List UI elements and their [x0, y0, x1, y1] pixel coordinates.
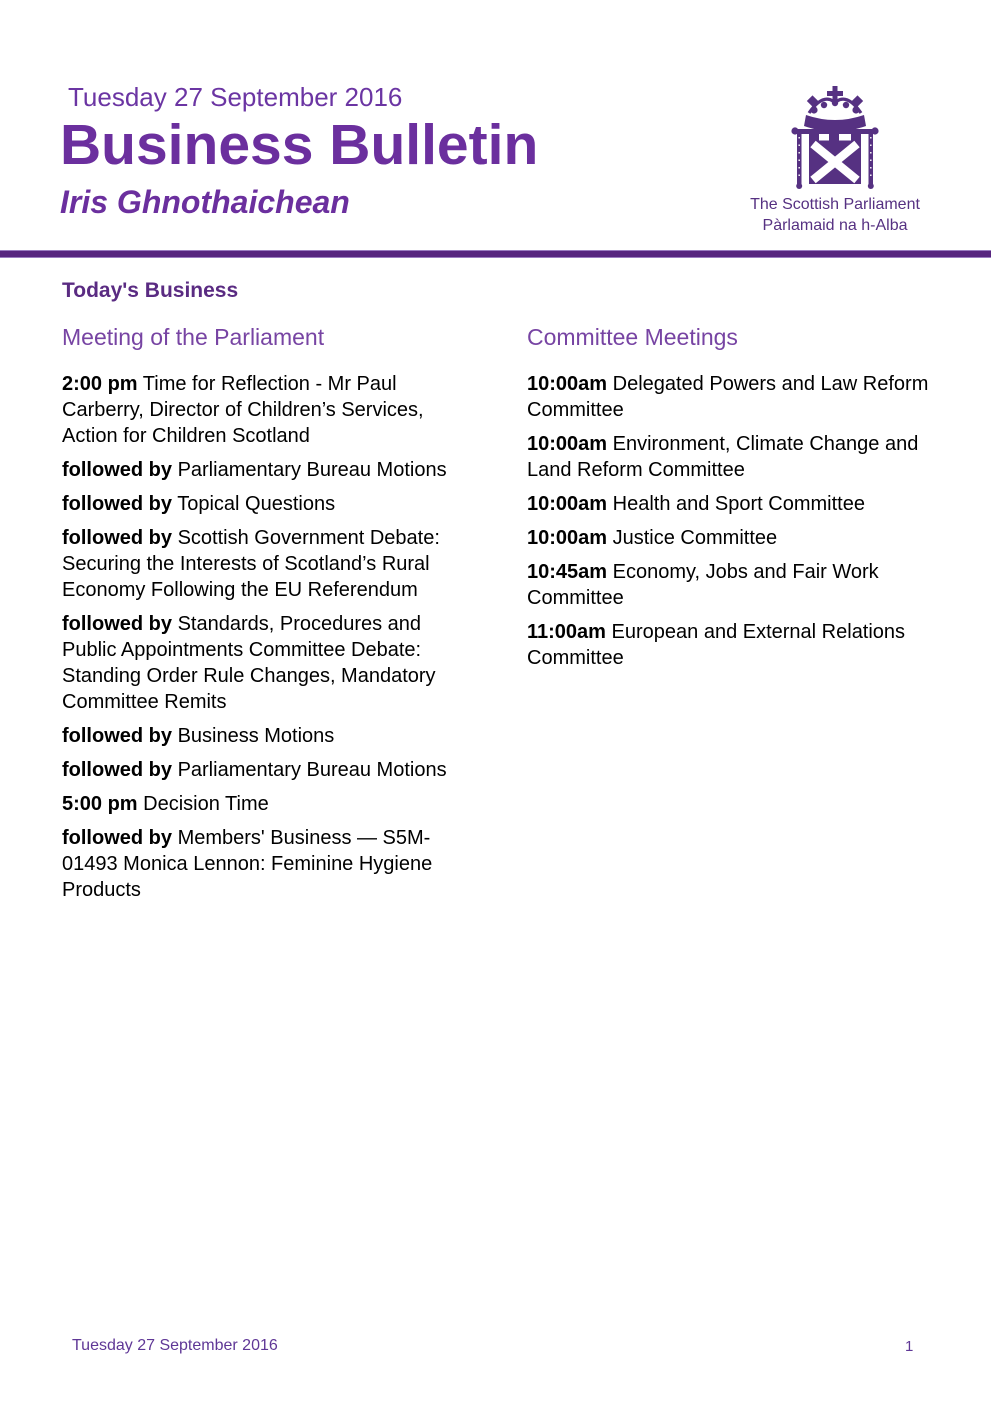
logo-text-english: The Scottish Parliament [750, 196, 920, 213]
agenda-item [62, 723, 464, 749]
agenda-item-time: followed by [62, 725, 172, 747]
logo-text-gaelic: Pàrlamaid na h-Alba [762, 217, 908, 234]
agenda-item-time: 10:00am [527, 493, 608, 515]
agenda-item [62, 757, 464, 783]
agenda-item-text: Health and Sport Committee [612, 493, 865, 515]
agenda-item-text: Members' Business — S5M-01493 Monica Lennon: Feminine Hygiene Products [62, 827, 433, 901]
meeting-of-parliament-section [62, 322, 464, 911]
agenda-item-text: Business Motions [177, 725, 335, 747]
agenda-item-time: followed by [62, 459, 172, 481]
page-number: 1 [905, 1338, 914, 1355]
parliament-agenda-list [62, 371, 464, 903]
agenda-item-text: European and External Relations Committee [527, 621, 906, 669]
agenda-item [527, 619, 937, 671]
agenda-item-text: Economy, Jobs and Fair Work Committee [527, 561, 879, 609]
section-heading-parliament: Meeting of the Parliament [62, 324, 325, 350]
agenda-item-text: Scottish Government Debate: Securing the Interests of Scotland’s Rural Economy Following the EU Referendum [62, 527, 440, 601]
agenda-item [62, 371, 464, 449]
agenda-item-text: Environment, Climate Change and Land Reform Committee [527, 433, 919, 481]
agenda-item [527, 371, 937, 423]
page-subtitle-gaelic: Iris Ghnothaichean [60, 184, 350, 220]
agenda-item-text: Time for Reflection - Mr Paul Carberry, Director of Children’s Services, Action for Children Scotland [62, 373, 424, 447]
agenda-item-text: Topical Questions [177, 493, 336, 515]
agenda-item-time: 10:00am [527, 527, 608, 549]
agenda-item [527, 525, 937, 551]
agenda-item [62, 457, 464, 483]
agenda-item-time: 10:00am [527, 433, 608, 455]
agenda-item-time: followed by [62, 527, 172, 549]
agenda-item [62, 525, 464, 603]
agenda-item-text: Standards, Procedures and Public Appointments Committee Debate: Standing Order Rule Changes, Mandatory Committee Remits [62, 613, 436, 713]
scottish-parliament-crest-icon [738, 84, 932, 190]
agenda-item [62, 491, 464, 517]
agenda-item [62, 611, 464, 715]
footer-date: Tuesday 27 September 2016 [72, 1337, 278, 1354]
agenda-item-time: 2:00 pm [62, 373, 138, 395]
agenda-item [527, 559, 937, 611]
agenda-item-time: 5:00 pm [62, 793, 138, 815]
agenda-item-time: 10:45am [527, 561, 608, 583]
committee-agenda-list [527, 371, 937, 671]
scottish-parliament-logo [738, 84, 932, 236]
page-title: Business Bulletin [60, 113, 539, 177]
todays-business-heading: Today's Business [62, 279, 239, 302]
agenda-item [527, 491, 937, 517]
agenda-item-time: followed by [62, 827, 172, 849]
agenda-item [62, 825, 464, 903]
agenda-item-time: 11:00am [527, 621, 606, 643]
agenda-item-time: followed by [62, 613, 172, 635]
agenda-item [62, 791, 464, 817]
agenda-item-text: Decision Time [143, 793, 269, 815]
agenda-item-text: Justice Committee [612, 527, 778, 549]
agenda-item-time: 10:00am [527, 373, 608, 395]
header-divider-rule [0, 250, 991, 258]
document-header [60, 82, 700, 220]
section-heading-committees: Committee Meetings [527, 324, 738, 350]
committee-meetings-section [527, 322, 937, 679]
agenda-item-text: Delegated Powers and Law Reform Committee [527, 373, 929, 421]
agenda-item-time: followed by [62, 759, 172, 781]
agenda-item-time: followed by [62, 493, 172, 515]
agenda-item-text: Parliamentary Bureau Motions [177, 459, 447, 481]
agenda-item-text: Parliamentary Bureau Motions [177, 759, 447, 781]
header-date: Tuesday 27 September 2016 [68, 82, 403, 112]
agenda-item [527, 431, 937, 483]
